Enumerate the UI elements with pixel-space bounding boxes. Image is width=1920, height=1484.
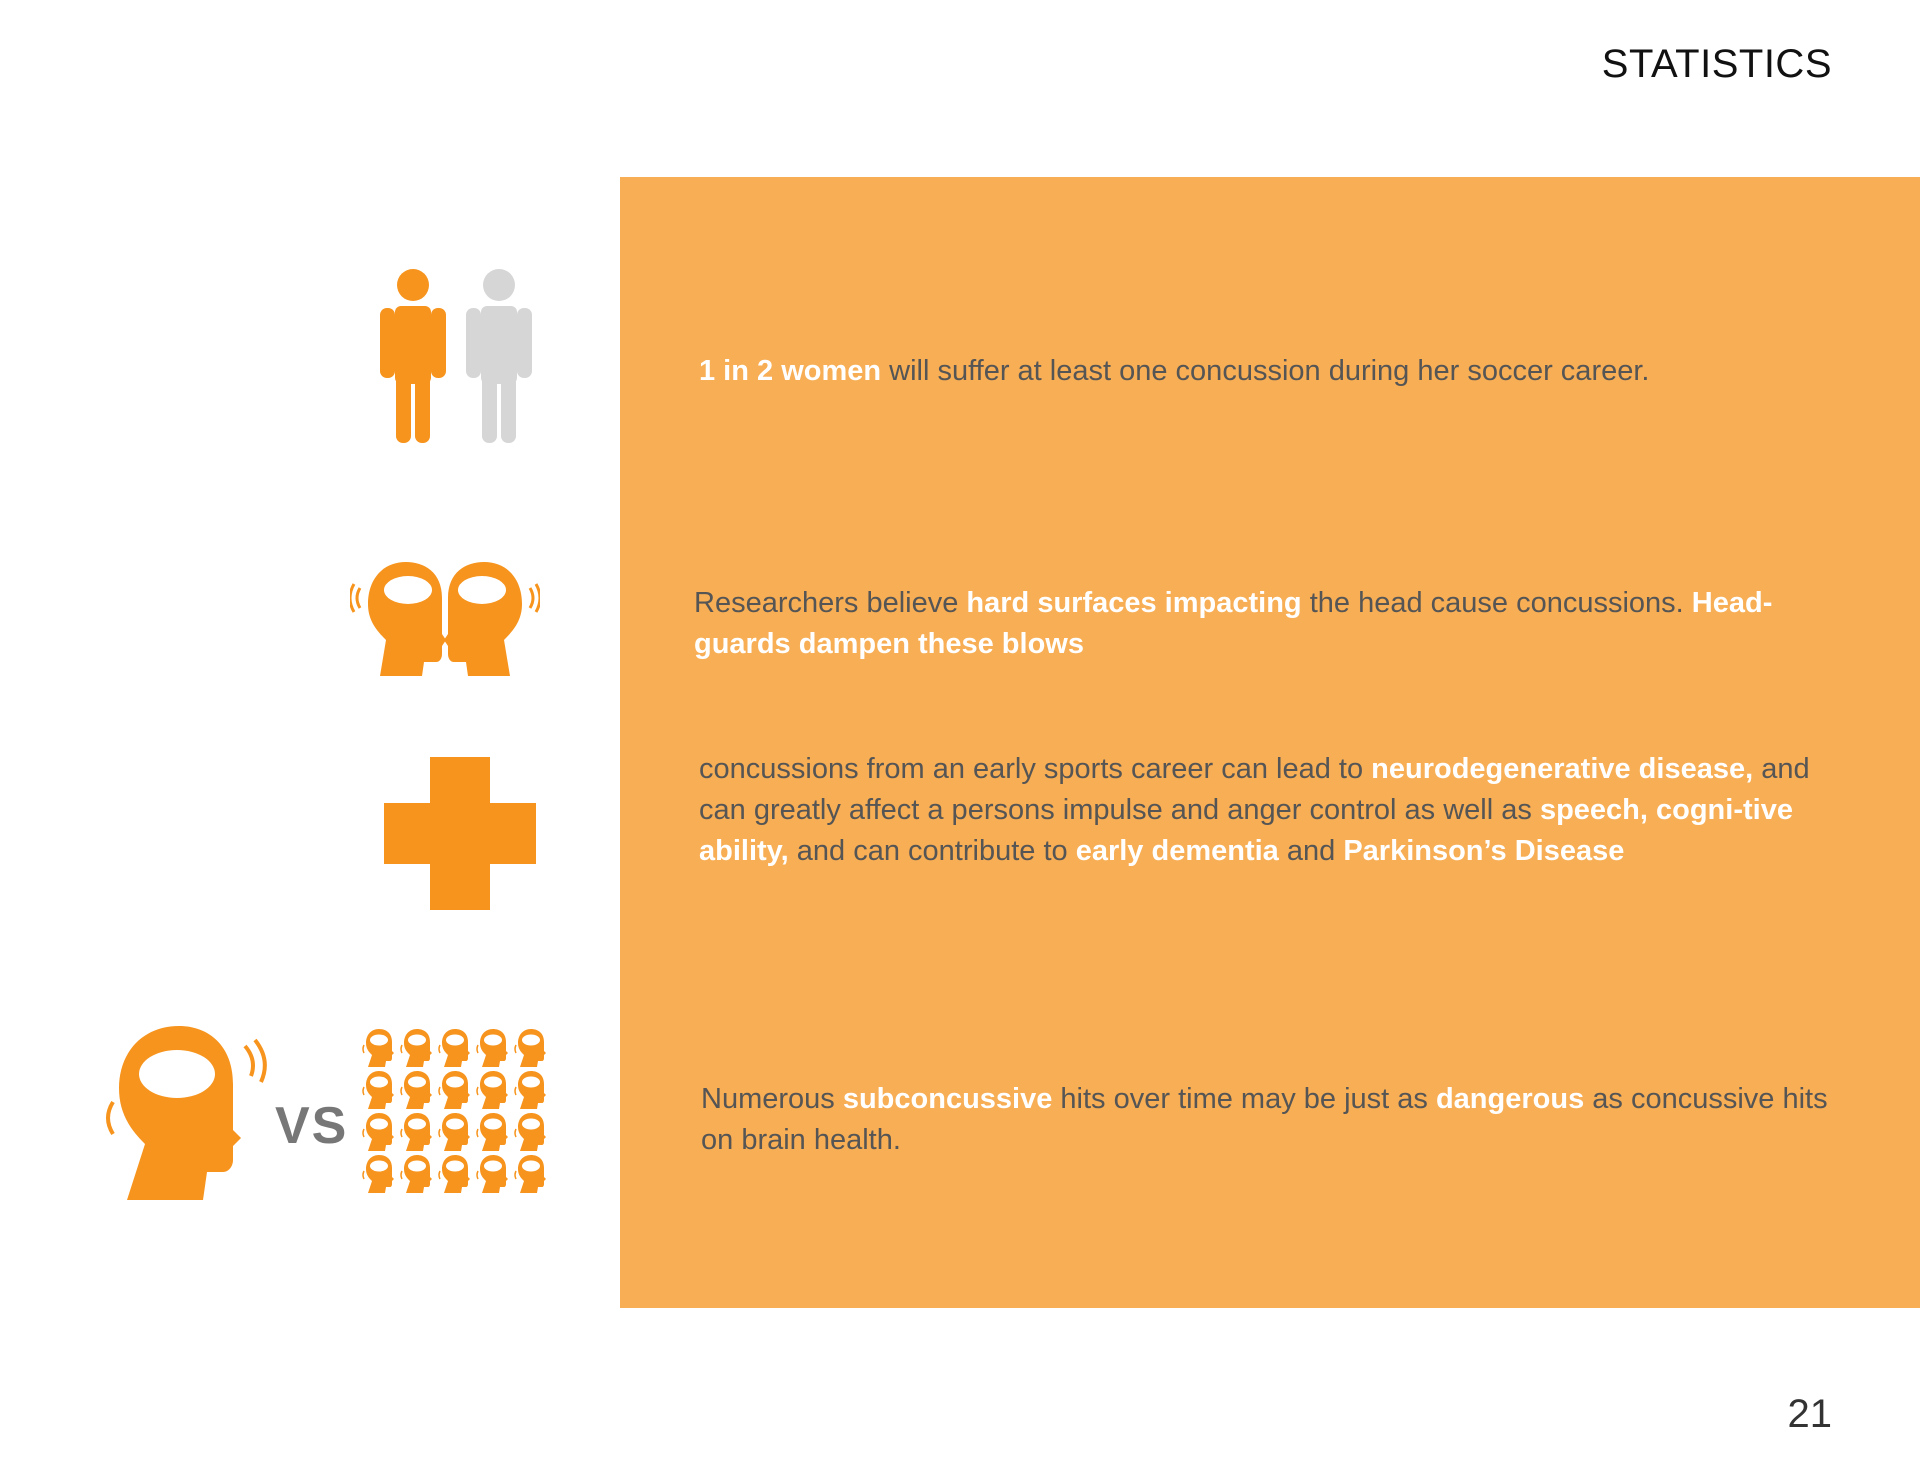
body-text: concussions from an early sports career can lead to xyxy=(699,753,1372,785)
highlight-text: hard surfaces impacting xyxy=(966,587,1302,619)
page-title: STATISTICS xyxy=(1601,42,1832,86)
small-head-icon xyxy=(476,1070,514,1110)
body-text: the head cause concussions. xyxy=(1301,587,1692,619)
small-head-icon xyxy=(362,1070,400,1110)
heads-facing-icon xyxy=(350,560,540,680)
small-head-icon xyxy=(400,1154,438,1194)
small-head-icon xyxy=(400,1112,438,1152)
small-head-icon xyxy=(476,1154,514,1194)
highlight-text: Head-guards dampen these blows xyxy=(694,587,1773,660)
stat-neurodegenerative xyxy=(699,749,1839,872)
body-text: as concussive hits on brain health. xyxy=(701,1083,1828,1156)
person-gray-icon xyxy=(466,269,532,443)
highlight-text: 1 in 2 women xyxy=(699,355,882,387)
small-head-icon xyxy=(362,1112,400,1152)
highlight-text: early dementia xyxy=(1075,835,1279,867)
small-head-icon xyxy=(362,1154,400,1194)
body-text: and xyxy=(1278,835,1344,867)
vs-label: VS xyxy=(275,1097,349,1155)
body-text: and can greatly affect a persons impulse and anger control as well as xyxy=(699,753,1810,826)
small-head-icon xyxy=(514,1154,552,1194)
body-text: will suffer at least one concussion during her soccer career. xyxy=(881,355,1650,387)
single-head-icon xyxy=(105,1022,270,1202)
small-head-icon xyxy=(514,1028,552,1068)
body-text: and can contribute to xyxy=(788,835,1076,867)
body-text: hits over time may be just as xyxy=(1052,1083,1436,1115)
person-orange-icon xyxy=(380,269,446,443)
body-text: Researchers believe xyxy=(694,587,967,619)
small-head-icon xyxy=(400,1028,438,1068)
highlight-text: speech, cogni-tive ability, xyxy=(699,794,1793,867)
body-text: Numerous xyxy=(701,1083,843,1115)
small-head-icon xyxy=(438,1028,476,1068)
head-grid-icon xyxy=(362,1028,554,1198)
highlight-text: Parkinson’s Disease xyxy=(1343,835,1625,867)
stat-subconcussive xyxy=(701,1079,1841,1161)
page-number: 21 xyxy=(1787,1392,1832,1436)
small-head-icon xyxy=(438,1070,476,1110)
highlight-text: dangerous xyxy=(1435,1083,1585,1115)
small-head-icon xyxy=(476,1112,514,1152)
small-head-icon xyxy=(476,1028,514,1068)
medical-cross-icon xyxy=(384,757,536,910)
small-head-icon xyxy=(438,1112,476,1152)
small-head-icon xyxy=(514,1112,552,1152)
stat-hard-surfaces xyxy=(694,583,1824,665)
small-head-icon xyxy=(362,1028,400,1068)
stat-women-concussion xyxy=(699,351,1659,392)
small-head-icon xyxy=(400,1070,438,1110)
highlight-text: subconcussive xyxy=(842,1083,1053,1115)
small-head-icon xyxy=(514,1070,552,1110)
people-icon xyxy=(375,268,535,443)
small-head-icon xyxy=(438,1154,476,1194)
highlight-text: neurodegenerative disease, xyxy=(1371,753,1754,785)
